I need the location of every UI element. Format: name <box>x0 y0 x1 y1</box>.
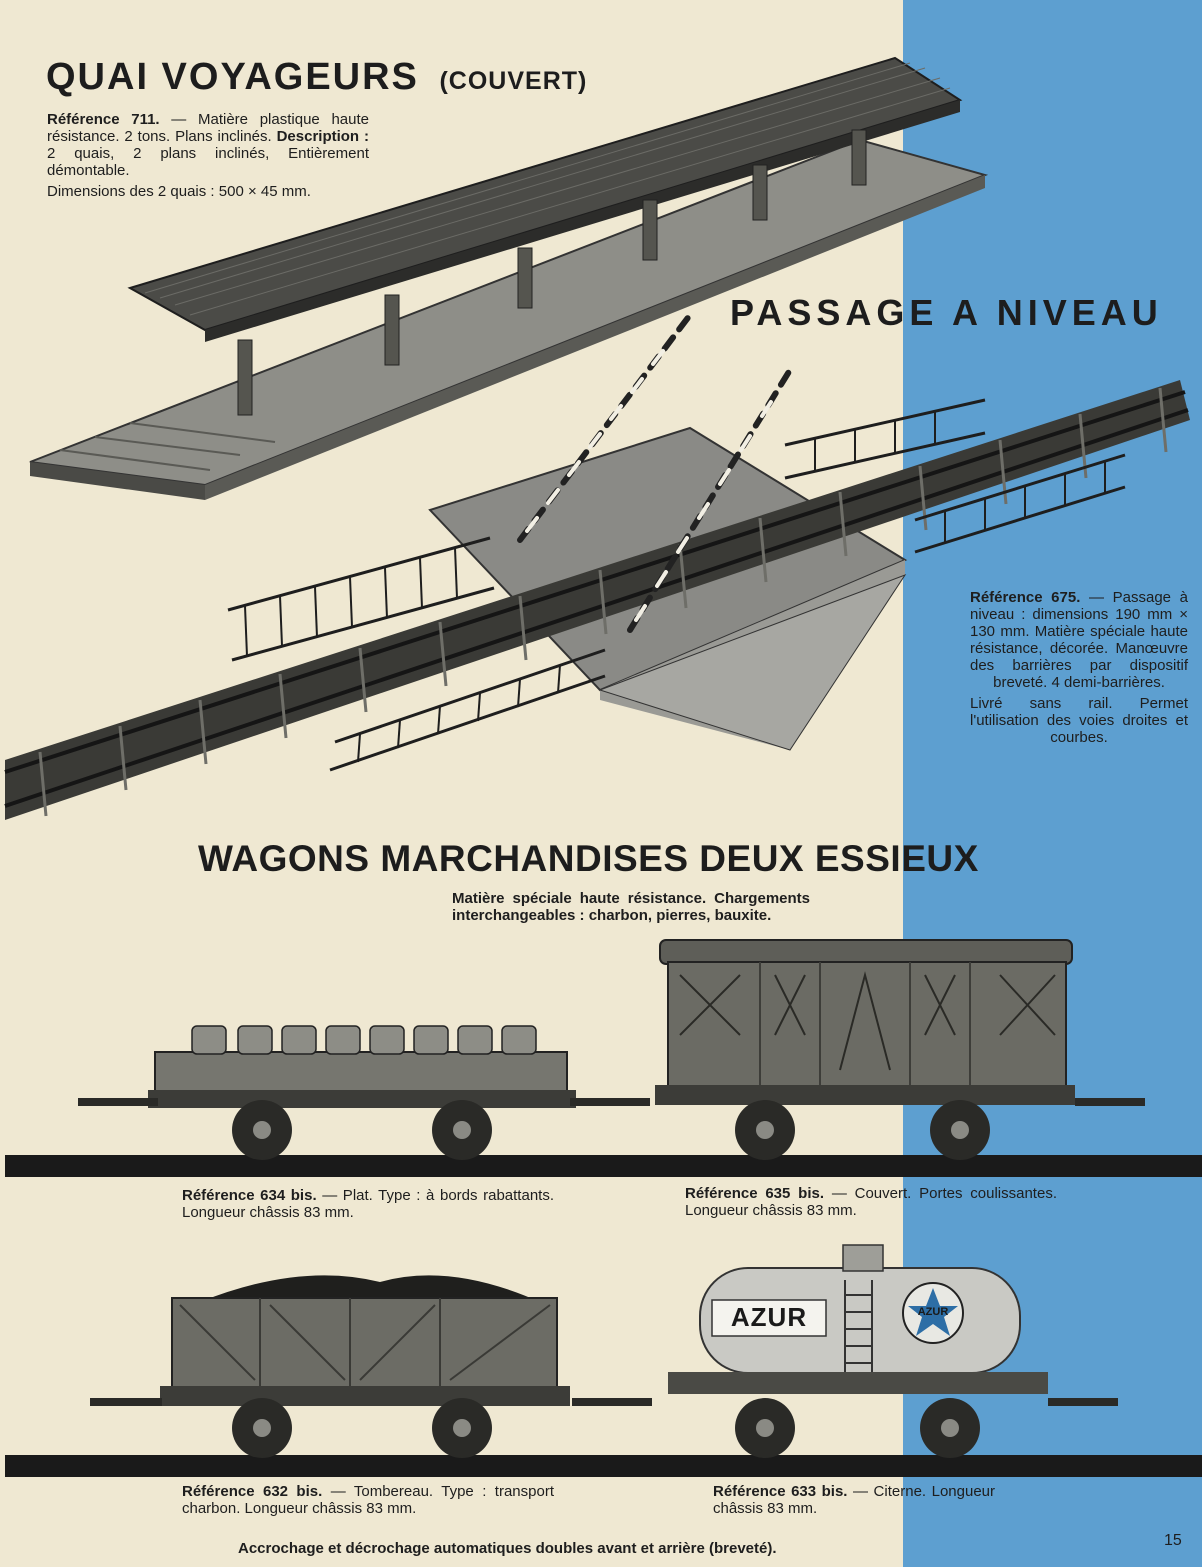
quai-text-1: — Matière plastique haute résistance. 2 tons. Plans inclinés. <box>47 111 369 145</box>
wagon-634-caption <box>182 1187 554 1221</box>
page-number: 15 <box>1164 1532 1182 1549</box>
wagons-intro: Matière spéciale haute résistance. Chargements interchangeables : charbon, pierres, bauxite. <box>452 890 810 924</box>
coupling-footer: Accrochage et décrochage automatiques doubles avant et arrière (breveté). <box>238 1540 777 1557</box>
wagon-632-ref: Référence 632 bis. <box>182 1483 323 1500</box>
wagon-633-ref: Référence 633 bis. <box>713 1483 848 1500</box>
wagon-635-text: — Couvert. Portes coulissantes. Longueur châssis 83 mm. <box>685 1185 1057 1219</box>
wagon-632-text: — Tombereau. Type : transport charbon. Longueur châssis 83 mm. <box>182 1483 554 1517</box>
wagon-633-text: — Citerne. Longueur châssis 83 mm. <box>713 1483 995 1517</box>
passage-ref: Référence 675. <box>970 589 1081 606</box>
wagon-633-caption <box>713 1483 995 1517</box>
quai-title-main: QUAI VOYAGEURS <box>46 56 419 98</box>
quai-title-sub: (COUVERT) <box>439 67 588 95</box>
wagons-title: WAGONS MARCHANDISES DEUX ESSIEUX <box>198 838 979 879</box>
tank-label: AZUR <box>730 1302 808 1332</box>
wagon-634-ref: Référence 634 bis. <box>182 1187 317 1204</box>
wagon-632-caption <box>182 1483 554 1517</box>
wagon-634-text: — Plat. Type : à bords rabattants. Longueur châssis 83 mm. <box>182 1187 554 1221</box>
quai-ref: Référence 711. <box>47 111 160 128</box>
wagon-635-caption <box>685 1185 1057 1219</box>
passage-title: PASSAGE A NIVEAU <box>730 292 1163 333</box>
passage-text-2: Livré sans rail. Permet l'utilisation des voies droites et courbes. <box>970 695 1188 746</box>
tank-logo-text: AZUR <box>917 1306 949 1318</box>
quai-text-2: 2 quais, 2 plans inclinés, Entièrement démontable. <box>47 145 369 179</box>
quai-dimensions: Dimensions des 2 quais : 500 × 45 mm. <box>47 183 311 200</box>
wagon-635-ref: Référence 635 bis. <box>685 1185 825 1202</box>
passage-text-1: — Passage à niveau : dimensions 190 mm × 130 mm. Matière spéciale haute résistance, décorée. Manœuvre des barrières par dispositif breveté. 4 demi-barrières. <box>970 589 1188 691</box>
quai-desc-label: Description : <box>276 128 369 145</box>
